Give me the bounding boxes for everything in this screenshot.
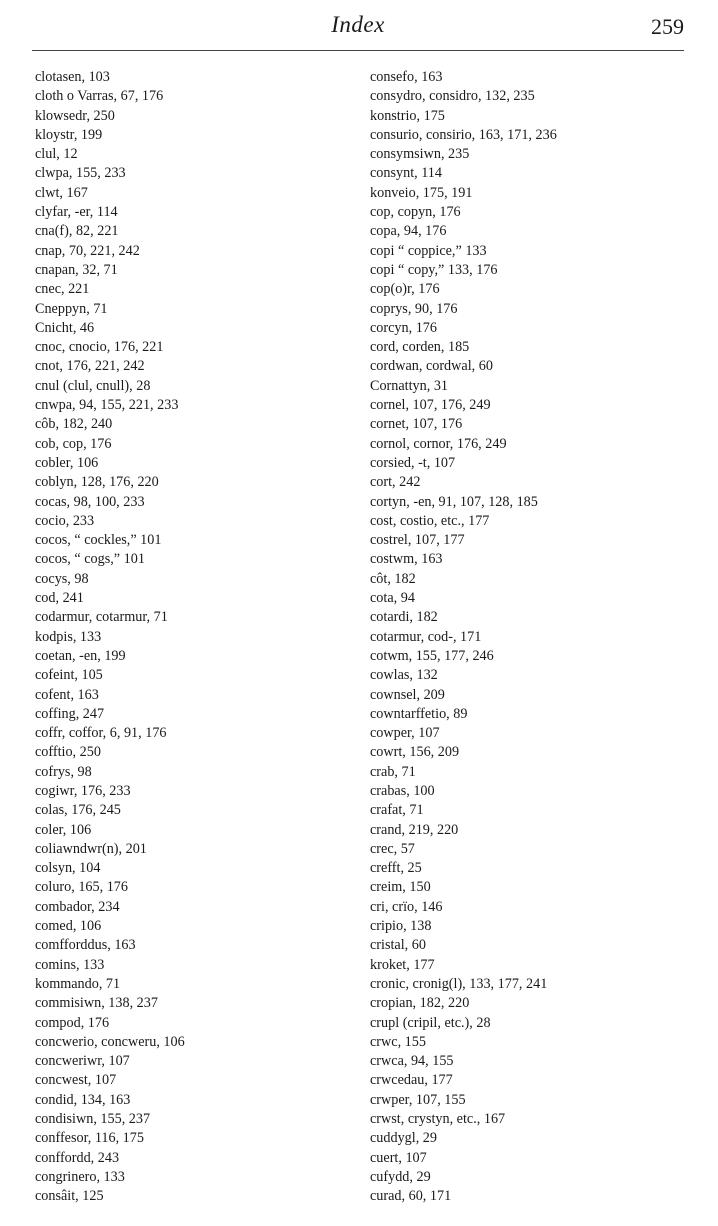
index-entry: cornet, 107, 176 [370,416,463,433]
index-entry: combador, 234 [35,898,120,915]
index-entry: konveio, 175, 191 [370,184,473,201]
index-entry: cnec, 221 [35,281,90,298]
index-entry: konstrio, 175 [370,107,445,124]
index-entry: consâit, 125 [35,1188,104,1205]
index-column-right [370,68,700,1207]
index-entry: cnoc, cnocio, 176, 221 [35,339,164,356]
index-entry: copi “ copy,” 133, 176 [370,261,498,278]
index-entry: klowsedr, 250 [35,107,115,124]
index-entry: concwerio, concweru, 106 [35,1033,185,1050]
index-entry: cnapan, 32, 71 [35,261,118,278]
index-entry: cod, 241 [35,590,84,607]
index-entry: cnot, 176, 221, 242 [35,358,145,375]
index-entry: Cneppyn, 71 [35,300,108,317]
index-entry: cna(f), 82, 221 [35,223,119,240]
index-entry: cnap, 70, 221, 242 [35,242,140,259]
index-entry: cotwm, 155, 177, 246 [370,647,494,664]
index-entry: kommando, 71 [35,975,121,992]
index-entry: cofent, 163 [35,686,99,703]
index-entry: cotardi, 182 [370,609,438,626]
index-entry: cocys, 98 [35,570,89,587]
index-entry: comins, 133 [35,956,105,973]
index-entry: crwst, crystyn, etc., 167 [370,1111,506,1128]
index-entry: coblyn, 128, 176, 220 [35,474,159,491]
index-entry: colsyn, 104 [35,860,101,877]
index-entry: concwest, 107 [35,1072,117,1089]
index-entry: creim, 150 [370,879,431,896]
index-entry: cofftio, 250 [35,744,101,761]
index-entry: crec, 57 [370,840,415,857]
index-entry: cop, copyn, 176 [370,204,461,221]
index-entry: cofrys, 98 [35,763,92,780]
index-entry: codarmur, cotarmur, 71 [35,609,168,626]
page-title: Index [331,12,385,37]
index-entry: copi “ coppice,” 133 [370,242,487,259]
index-entry: cocos, “ cockles,” 101 [35,532,162,549]
index-entry: coffr, coffor, 6, 91, 176 [35,725,167,742]
index-entry: côb, 182, 240 [35,416,113,433]
index-entry: cobler, 106 [35,454,99,471]
page-number: 259 [651,14,684,39]
index-entry: cop(o)r, 176 [370,281,440,298]
page-header [32,6,684,51]
index-entry: crwca, 94, 155 [370,1053,454,1070]
index-entry: cocos, “ cogs,” 101 [35,551,145,568]
index-entry: crand, 219, 220 [370,821,459,838]
index-entry: clwpa, 155, 233 [35,165,126,182]
index-entry: kroket, 177 [370,956,435,973]
index-entry: cowntarffetio, 89 [370,705,468,722]
index-entry: cowlas, 132 [370,667,438,684]
index-entry: cnul (clul, cnull), 28 [35,377,151,394]
index-entry: congrinero, 133 [35,1168,125,1185]
index-entry: crupl (cripil, etc.), 28 [370,1014,491,1031]
index-entry: clul, 12 [35,146,78,163]
index-entry: cord, corden, 185 [370,339,470,356]
index-entry: cloth o Varras, 67, 176 [35,88,164,105]
index-entry: curad, 60, 171 [370,1188,452,1205]
index-entry: cuert, 107 [370,1149,427,1166]
index-entry: coluro, 165, 176 [35,879,128,896]
index-entry: compod, 176 [35,1014,110,1031]
index-entry: coliawndwr(n), 201 [35,840,147,857]
index-entry: cogiwr, 176, 233 [35,782,131,799]
index-entry: cost, costio, etc., 177 [370,512,490,529]
index-entry: cortyn, -en, 91, 107, 128, 185 [370,493,538,510]
index-entry: cri, crïo, 146 [370,898,443,915]
index-column-left [35,68,355,1207]
index-entry: crafat, 71 [370,802,424,819]
index-entry: corsied, -t, 107 [370,454,456,471]
index-entry: clwt, 167 [35,184,88,201]
index-entry: cob, cop, 176 [35,435,112,452]
index-entry: crwc, 155 [370,1033,426,1050]
index-entry: cordwan, cordwal, 60 [370,358,493,375]
index-entry: consynt, 114 [370,165,442,182]
index-entry: clotasen, 103 [35,69,110,85]
index-entry: cowrt, 156, 209 [370,744,460,761]
index-entry: coprys, 90, 176 [370,300,458,317]
index-entry: conffordd, 243 [35,1149,120,1166]
index-entry: kodpis, 133 [35,628,102,645]
index-entry: coetan, -en, 199 [35,647,126,664]
index-entry: crwper, 107, 155 [370,1091,466,1108]
index-entry: cufydd, 29 [370,1168,431,1185]
index-entry: cocio, 233 [35,512,95,529]
index-entry: coler, 106 [35,821,92,838]
index-entry: cofeint, 105 [35,667,103,684]
index-entry: clyfar, -er, 114 [35,204,118,221]
index-entry: côt, 182 [370,570,416,587]
index-entry: costwm, 163 [370,551,443,568]
index-entry: comfforddus, 163 [35,937,136,954]
index-entry: crefft, 25 [370,860,422,877]
index-entry: cornel, 107, 176, 249 [370,397,491,414]
index-entry: crwcedau, 177 [370,1072,453,1089]
index-entry: condid, 134, 163 [35,1091,131,1108]
index-entry: costrel, 107, 177 [370,532,465,549]
index-entry: consydro, considro, 132, 235 [370,88,535,105]
index-entry: cort, 242 [370,474,421,491]
index-entry: conffesor, 116, 175 [35,1130,144,1147]
index-entry: Cornattyn, 31 [370,377,449,394]
index-entry: condisiwn, 155, 237 [35,1111,151,1128]
index-entry: crabas, 100 [370,782,435,799]
index-entry: cronic, cronig(l), 133, 177, 241 [370,975,548,992]
index-entry: copa, 94, 176 [370,223,447,240]
index-entry: corcyn, 176 [370,319,437,336]
index-entry: consefo, 163 [370,69,443,85]
index-entry: cropian, 182, 220 [370,995,470,1012]
index-entry: cota, 94 [370,590,415,607]
index-entry: cripio, 138 [370,918,432,935]
index-entry: Cnicht, 46 [35,319,95,336]
index-entry: consymsiwn, 235 [370,146,470,163]
index-entry: cristal, 60 [370,937,426,954]
index-entry: consurio, consirio, 163, 171, 236 [370,126,557,143]
index-entry: cowper, 107 [370,725,440,742]
index-entry: cownsel, 209 [370,686,445,703]
index-entry: concweriwr, 107 [35,1053,130,1070]
index-entry: coffing, 247 [35,705,105,722]
index-entry: comed, 106 [35,918,102,935]
index-entry: cotarmur, cod-, 171 [370,628,482,645]
index-entry: crab, 71 [370,763,416,780]
index-entry: kloystr, 199 [35,126,103,143]
index-entry: cnwpa, 94, 155, 221, 233 [35,397,179,414]
index-entry: commisiwn, 138, 237 [35,995,158,1012]
index-entry: cocas, 98, 100, 233 [35,493,145,510]
index-entry: cuddygl, 29 [370,1130,437,1147]
index-entry: colas, 176, 245 [35,802,121,819]
index-entry: cornol, cornor, 176, 249 [370,435,507,452]
